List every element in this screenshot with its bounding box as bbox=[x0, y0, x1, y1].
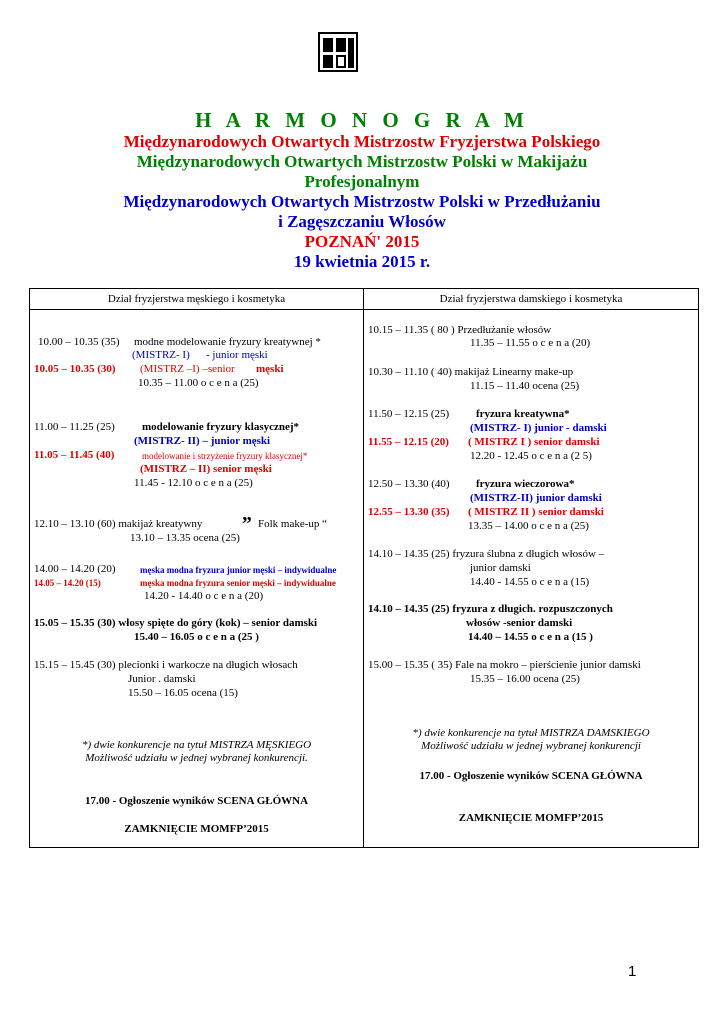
schedule-line: 11.45 - 12.10 o c e n a (25) bbox=[134, 477, 253, 489]
schedule-line: 10.35 – 11.00 o c e n a (25) bbox=[138, 377, 259, 389]
schedule-line: (MISTRZ- I) bbox=[132, 349, 190, 361]
schedule-line: ( MISTRZ II ) senior damski bbox=[468, 506, 604, 518]
schedule-line: męski bbox=[256, 363, 284, 375]
men-schedule bbox=[30, 310, 363, 847]
document-header bbox=[30, 108, 694, 272]
schedule-line: 15.50 – 16.05 ocena (15) bbox=[128, 687, 238, 699]
schedule-line: 15.35 – 16.00 ocena (25) bbox=[470, 673, 580, 685]
schedule-line: 11.05 – 11.45 (40) bbox=[34, 449, 115, 461]
schedule-line: fryzura kreatywna* bbox=[476, 408, 570, 420]
schedule-line: 11.15 – 11.40 ocena (25) bbox=[470, 380, 580, 392]
schedule-line: 11.35 – 11.55 o c e n a (20) bbox=[470, 337, 591, 349]
schedule-line: 10.30 – 11.10 ( 40) makijaż Linearny make-up bbox=[368, 366, 574, 378]
schedule-line: 15.05 – 15.35 (30) włosy spięte do góry (kok) – senior damski bbox=[34, 617, 318, 629]
men-column bbox=[30, 289, 364, 848]
schedule-line: 11.55 – 12.15 (20) bbox=[368, 436, 449, 448]
men-closing: ZAMKNIĘCIE MOMFP’2015 bbox=[124, 823, 269, 835]
schedule-line: modelowanie fryzury klasycznej* bbox=[142, 421, 300, 433]
women-column-heading: Dział fryzjerstwa damskiego i kosmetyka bbox=[364, 289, 698, 310]
schedule-line: męska modna fryzura junior męski – indywidualne bbox=[140, 565, 337, 575]
header-line-2: Międzynarodowych Otwartych Mistrzostw Polski w Makijażu bbox=[136, 152, 588, 171]
schedule-line: Folk make-up “ bbox=[258, 518, 328, 530]
header-line-4: Międzynarodowych Otwartych Mistrzostw Polski w Przedłużaniu bbox=[123, 192, 601, 211]
women-column bbox=[364, 289, 699, 848]
note-line: Możliwość udziału w jednej wybranej konkurencji bbox=[421, 740, 641, 752]
schedule-line: 13.10 – 13.35 ocena (25) bbox=[130, 532, 240, 544]
note-line: Możliwość udziału w jednej wybranej konkurencji. bbox=[85, 752, 308, 764]
schedule-line: 10.00 – 10.35 (35) bbox=[38, 336, 120, 348]
schedule-table bbox=[29, 288, 699, 848]
schedule-line: 11.00 – 11.25 (25) bbox=[34, 421, 115, 433]
header-line-5: i Zagęszczaniu Włosów bbox=[278, 212, 446, 231]
schedule-line: 15.00 – 15.35 ( 35) Fale na mokro – pierścienie junior damski bbox=[368, 659, 641, 671]
schedule-line: junior damski bbox=[470, 562, 531, 574]
schedule-line: modelowanie i strzyżenie fryzury klasycznej* bbox=[142, 451, 308, 461]
schedule-line: 10.05 – 10.35 (30) bbox=[34, 363, 116, 375]
schedule-line: 12.55 – 13.30 (35) bbox=[368, 506, 450, 518]
schedule-line: ( MISTRZ I ) senior damski bbox=[468, 436, 600, 448]
schedule-line: 13.35 – 14.00 o c e n a (25) bbox=[468, 520, 589, 532]
note-line: *) dwie konkurencje na tytuł MISTRZA DAMSKIEGO bbox=[412, 727, 650, 739]
schedule-line: 10.15 – 11.35 ( 80 ) Przedłużanie włosów bbox=[368, 324, 552, 336]
schedule-line: (MISTRZ-II) junior damski bbox=[470, 492, 602, 504]
header-date: 19 kwietnia 2015 r. bbox=[293, 252, 431, 271]
schedule-line: męska modna fryzura senior męski – indywidualne bbox=[140, 578, 336, 588]
schedule-line: (MISTRZ- II) – junior męski bbox=[134, 435, 271, 447]
schedule-line: 14.40 - 14.55 o c e n a (15) bbox=[470, 576, 590, 588]
schedule-line: 14.10 – 14.35 (25) fryzura z długich. rozpuszczonych bbox=[368, 603, 613, 615]
men-note bbox=[30, 739, 363, 765]
header-line-3: Profesjonalnym bbox=[304, 172, 420, 191]
schedule-line: (MISTRZ –I) –senior bbox=[140, 363, 235, 375]
schedule-line: 14.05 – 14.20 (15) bbox=[34, 578, 101, 588]
header-city: POZNAŃ' 2015 bbox=[304, 232, 420, 251]
schedule-line: 14.00 – 14.20 (20) bbox=[34, 563, 116, 575]
logo bbox=[318, 32, 358, 72]
page-number: 1 bbox=[628, 963, 637, 980]
schedule-line: (MISTRZ- I) junior - damski bbox=[470, 422, 607, 434]
note-line: *) dwie konkurencje na tytuł MISTRZA MĘSKIEGO bbox=[81, 739, 312, 751]
schedule-line: 12.10 – 13.10 (60) makijaż kreatywny bbox=[34, 518, 203, 530]
quote-mark: „ bbox=[242, 503, 252, 525]
schedule-line: 14.10 – 14.35 (25) fryzura ślubna z długich włosów – bbox=[368, 548, 605, 560]
men-results: 17.00 - Ogłoszenie wyników SCENA GŁÓWNA bbox=[84, 795, 309, 807]
schedule-line: (MISTRZ – II) senior męski bbox=[140, 463, 272, 475]
schedule-line: modne modelowanie fryzury kreatywnej * bbox=[134, 336, 321, 348]
schedule-line: 15.15 – 15.45 (30) plecionki i warkocze na długich włosach bbox=[34, 659, 298, 671]
schedule-line: 15.40 – 16.05 o c e n a (25 ) bbox=[134, 631, 259, 643]
schedule-line: 12.20 - 12.45 o c e n a (2 5) bbox=[470, 450, 592, 462]
schedule-line: - junior męski bbox=[206, 349, 268, 361]
header-line-1: Międzynarodowych Otwartych Mistrzostw Fryzjerstwa Polskiego bbox=[123, 132, 601, 151]
schedule-line: włosów -senior damski bbox=[466, 617, 573, 629]
men-column-heading: Dział fryzjerstwa męskiego i kosmetyka bbox=[30, 289, 363, 310]
schedule-line: 12.50 – 13.30 (40) bbox=[368, 478, 450, 490]
document-title: H A R M O N O G R A M bbox=[195, 108, 529, 132]
women-results: 17.00 - Ogłoszenie wyników SCENA GŁÓWNA bbox=[419, 770, 643, 782]
schedule-line: 11.50 – 12.15 (25) bbox=[368, 408, 450, 420]
women-schedule bbox=[364, 310, 698, 847]
schedule-line: Junior . damski bbox=[128, 673, 196, 685]
schedule-line: fryzura wieczorowa* bbox=[476, 478, 575, 490]
women-closing: ZAMKNIĘCIE MOMFP’2015 bbox=[458, 812, 604, 824]
schedule-line: 14.40 – 14.55 o c e n a (15 ) bbox=[468, 631, 593, 643]
schedule-line: 14.20 - 14.40 o c e n a (20) bbox=[144, 590, 264, 602]
women-note bbox=[364, 727, 698, 753]
